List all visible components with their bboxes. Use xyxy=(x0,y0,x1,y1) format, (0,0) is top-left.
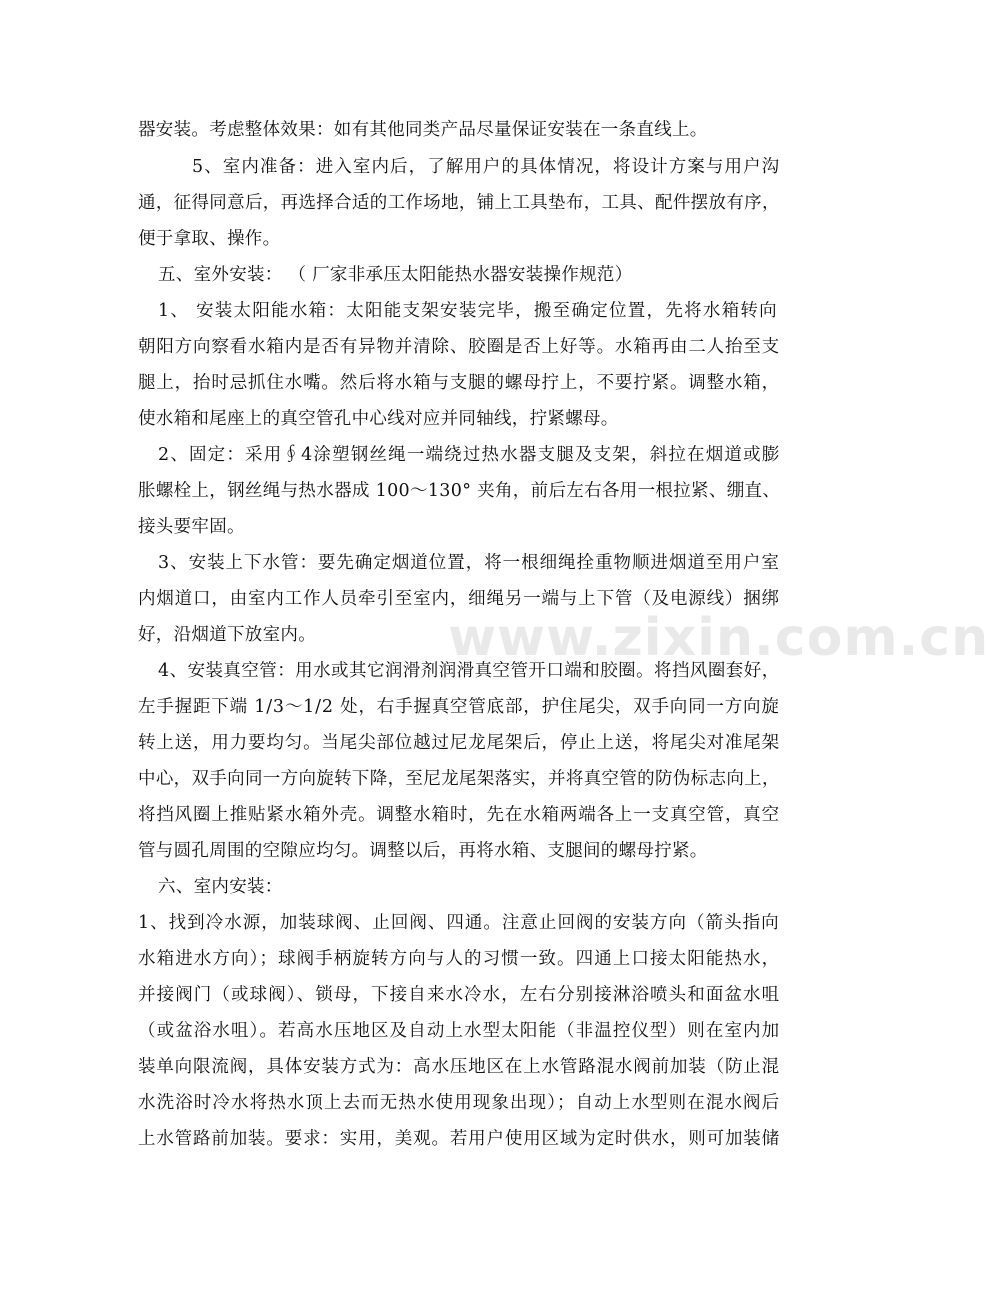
text-line: 1、找到冷水源，加装球阀、止回阀、四通。注意止回阀的安装方向（箭头指向 xyxy=(138,913,780,933)
text-line: 器安装。考虑整体效果：如有其他同类产品尽量保证安装在一条直线上。 xyxy=(138,120,708,140)
text-line: 5、室内准备：进入室内后，了解用户的具体情况，将设计方案与用户沟 xyxy=(192,157,781,177)
text-line: 将挡风圈上推贴紧水箱外壳。调整水箱时，先在水箱两端各上一支真空管，真空 xyxy=(138,805,780,825)
text-line: 左手握距下端 1/3～1/2 处，右手握真空管底部，护住尾尖，双手向同一方向旋 xyxy=(138,697,780,717)
text-line: 3、安装上下水管：要先确定烟道位置，将一根细绳拴重物顺进烟道至用户室 xyxy=(158,553,780,573)
watermark: www.zixin.com.cn xyxy=(448,608,989,668)
text-line: 胀螺栓上，钢丝绳与热水器成 100～130° 夹角，前后左右各用一根拉紧、绷直、 xyxy=(138,481,781,501)
text-line: 2、固定：采用∮4涂塑钢丝绳一端绕过热水器支腿及支架，斜拉在烟道或膨 xyxy=(158,445,781,465)
text-line: 水箱进水方向）；球阀手柄旋转方向与人的习惯一致。四通上口接太阳能热水， xyxy=(138,949,781,969)
text-line: 朝阳方向察看水箱内是否有异物并清除、胶圈是否上好等。水箱再由二人抬至支 xyxy=(138,337,780,357)
text-line: （或盆浴水咀）。若高水压地区及自动上水型太阳能（非温控仪型）则在室内加 xyxy=(138,1021,781,1041)
text-line: 通，征得同意后，再选择合适的工作场地，铺上工具垫布，工具、配件摆放有序， xyxy=(138,193,780,213)
text-line: 上水管路前加装。要求：实用，美观。若用户使用区域为定时供水，则可加装储 xyxy=(138,1129,780,1149)
text-line: 1、 安装太阳能水箱：太阳能支架安装完毕，搬至确定位置，先将水箱转向 xyxy=(158,301,778,321)
text-line: 腿上，抬时忌抓住水嘴。然后将水箱与支腿的螺母拧上，不要拧紧。调整水箱， xyxy=(138,373,780,393)
text-line: 内烟道口，由室内工作人员牵引至室内，细绳另一端与上下管（及电源线）捆绑 xyxy=(138,589,780,609)
text-line: 水洗浴时冷水将热水顶上去而无热水使用现象出现）；自动上水型则在混水阀后 xyxy=(138,1093,781,1113)
text-line: 并接阀门（或球阀）、锁母，下接自来水冷水，左右分别接淋浴喷头和面盆水咀 xyxy=(138,985,781,1005)
text-line: 4、安装真空管：用水或其它润滑剂润滑真空管开口端和胶圈。将挡风圈套好， xyxy=(158,661,780,681)
text-line: 使水箱和尾座上的真空管孔中心线对应并同轴线，拧紧螺母。 xyxy=(138,409,619,429)
text-line: 接头要牢固。 xyxy=(138,517,245,537)
section-heading: 六、室内安装： xyxy=(158,877,283,897)
text-line: 便于拿取、操作。 xyxy=(138,229,281,249)
text-line: 管与圆孔周围的空隙应均匀。调整以后，再将水箱、支腿间的螺母拧紧。 xyxy=(138,841,708,861)
text-line: 转上送，用力要均匀。当尾尖部位越过尼龙尾架后，停止上送，将尾尖对准尾架 xyxy=(138,733,780,753)
text-line: 好，沿烟道下放室内。 xyxy=(138,625,316,645)
text-line: 装单向限流阀，具体安装方式为：高水压地区在上水管路混水阀前加装（防止混 xyxy=(138,1057,780,1077)
text-line: 中心，双手向同一方向旋转下降，至尼龙尾架落实，并将真空管的防伪标志向上， xyxy=(138,769,780,789)
section-heading: 五、室外安装： （ 厂家非承压太阳能热水器安装操作规范） xyxy=(158,265,633,285)
